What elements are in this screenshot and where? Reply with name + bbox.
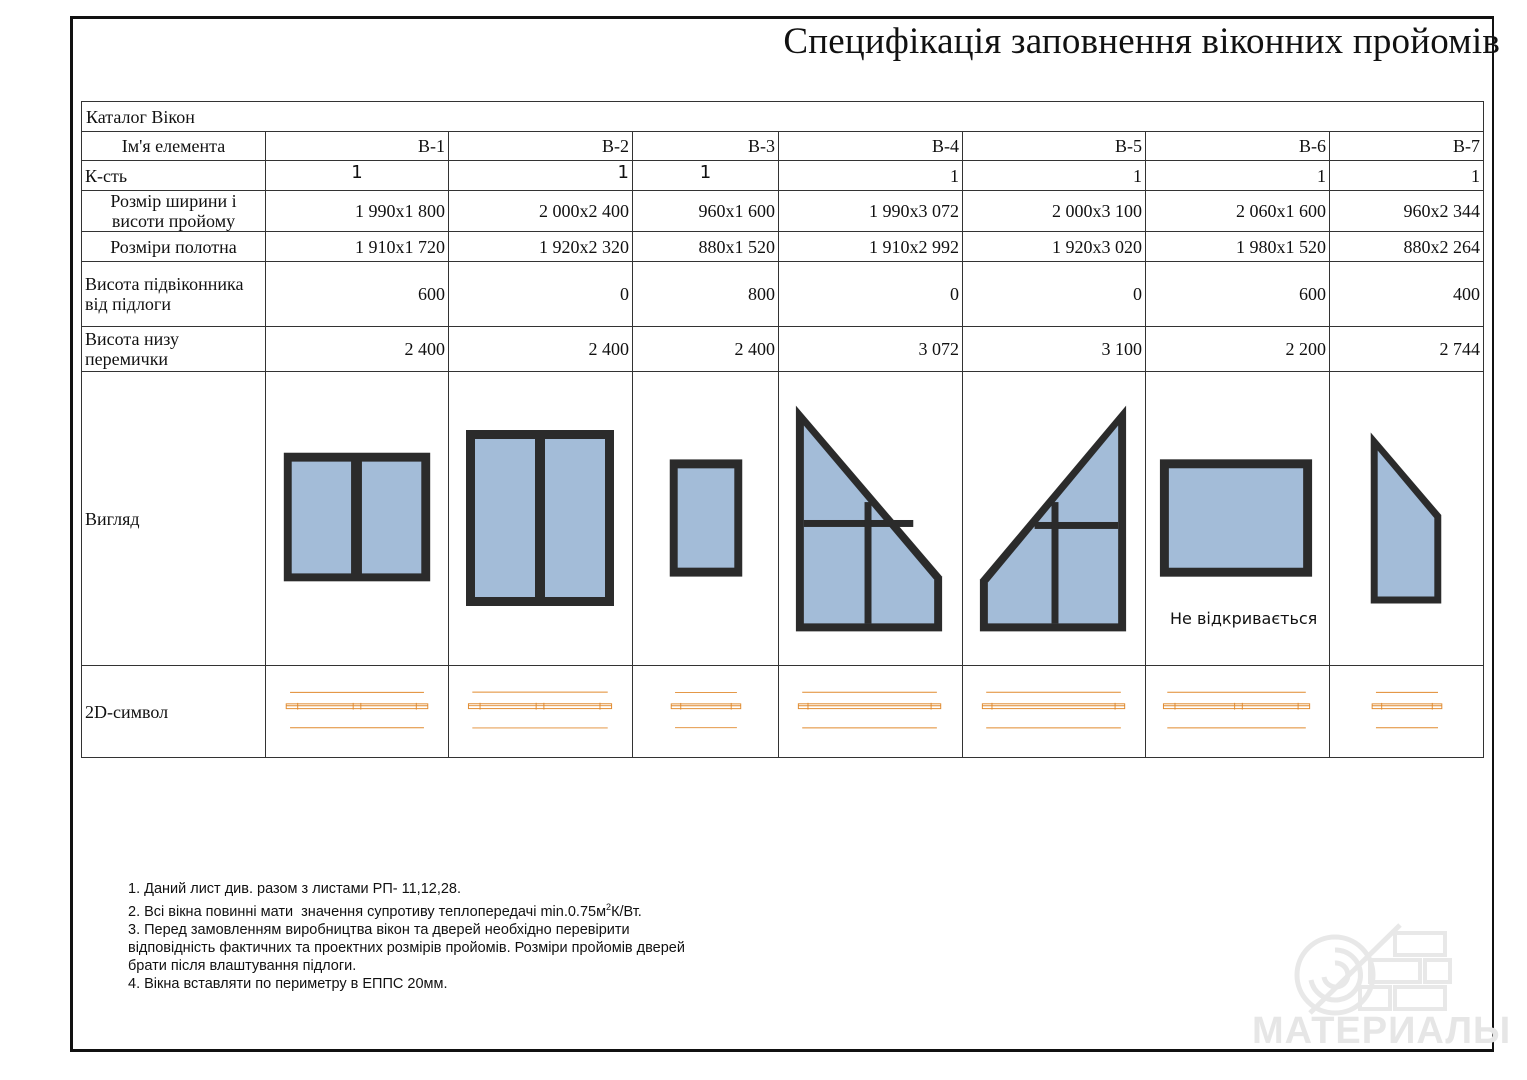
view-w7 — [1330, 372, 1484, 666]
cell-name-w6: В-6 — [1146, 132, 1330, 161]
note-line: відповідність фактичних та проектних розмірів пройомів. Розміри пройомів дверей — [128, 939, 685, 956]
window-w4-drawing — [779, 372, 962, 665]
cell-sash-w1: 1 910x1 720 — [266, 232, 449, 262]
row-qty — [82, 161, 1484, 191]
row-sash-size — [82, 232, 1484, 262]
note-line: 4. Вікна вставляти по периметру в ЕППС 20мм. — [128, 975, 448, 992]
cell-sill-w7: 400 — [1330, 262, 1484, 327]
row-label-lintel-line2: перемички — [85, 349, 169, 369]
row-label-sill-line2: від підлоги — [85, 294, 171, 314]
row-label-lintel-height — [82, 327, 266, 372]
row-label-view: Вигляд — [82, 372, 266, 666]
window-w2-drawing — [449, 372, 632, 665]
cell-sill-w5: 0 — [963, 262, 1146, 327]
row-label-opening-size-line1: Розмір ширини і — [110, 191, 237, 211]
window-w1-drawing — [266, 372, 448, 665]
window-w7-drawing — [1330, 372, 1483, 665]
cell-sash-w3: 880x1 520 — [633, 232, 779, 262]
cell-lintel-w2: 2 400 — [449, 327, 633, 372]
sheet-title: Специфікація заповнення віконних пройомів — [783, 21, 1500, 62]
row-label-lintel-line1: Висота низу — [85, 329, 179, 349]
row-name — [82, 132, 1484, 161]
cell-qty-w4: 1 — [779, 161, 963, 191]
catalog-label: Каталог Вікон — [82, 102, 1484, 132]
row-label-sill-height — [82, 262, 266, 327]
cell-sill-w2: 0 — [449, 262, 633, 327]
symbol-w4 — [779, 666, 963, 758]
w6-fixed-note: Не відкривається — [1170, 609, 1318, 628]
row-label-opening-size — [82, 191, 266, 232]
window-spec-table — [81, 101, 1484, 758]
cell-name-w7: В-7 — [1330, 132, 1484, 161]
cell-qty-w1: 1 — [266, 161, 449, 191]
cell-name-w5: В-5 — [963, 132, 1146, 161]
row-label-sash-size: Розміри полотна — [82, 232, 266, 262]
cell-opening-w3: 960x1 600 — [633, 191, 779, 232]
symbol-w7 — [1330, 666, 1484, 758]
row-opening-size — [82, 191, 1484, 232]
row-label-sill-line1: Висота підвіконника — [85, 274, 244, 294]
symbol-w2 — [449, 666, 633, 758]
view-w2 — [449, 372, 633, 666]
cell-qty-w7: 1 — [1330, 161, 1484, 191]
cell-opening-w5: 2 000x3 100 — [963, 191, 1146, 232]
cell-opening-w2: 2 000x2 400 — [449, 191, 633, 232]
row-label-symbol: 2D-символ — [82, 666, 266, 758]
symbol-w1 — [266, 666, 449, 758]
symbol-w6 — [1146, 666, 1330, 758]
cell-lintel-w1: 2 400 — [266, 327, 449, 372]
cell-name-w3: В-3 — [633, 132, 779, 161]
row-label-opening-size-line2: висоти пройому — [111, 211, 236, 231]
cell-sill-w1: 600 — [266, 262, 449, 327]
cell-sash-w2: 1 920x2 320 — [449, 232, 633, 262]
cell-name-w2: В-2 — [449, 132, 633, 161]
cell-opening-w7: 960x2 344 — [1330, 191, 1484, 232]
row-symbol — [82, 666, 1484, 758]
view-w1 — [266, 372, 449, 666]
cell-lintel-w5: 3 100 — [963, 327, 1146, 372]
symbol-w5 — [963, 666, 1146, 758]
cell-lintel-w7: 2 744 — [1330, 327, 1484, 372]
cell-name-w4: В-4 — [779, 132, 963, 161]
note-line: брати після влаштування підлоги. — [128, 957, 357, 974]
cell-opening-w4: 1 990x3 072 — [779, 191, 963, 232]
cell-opening-w1: 1 990x1 800 — [266, 191, 449, 232]
cell-qty-w2: 1 — [449, 161, 633, 191]
view-w4 — [779, 372, 963, 666]
cell-qty-w5: 1 — [963, 161, 1146, 191]
cell-sash-w5: 1 920x3 020 — [963, 232, 1146, 262]
row-label-name: Ім'я елемента — [82, 132, 266, 161]
cell-lintel-w3: 2 400 — [633, 327, 779, 372]
note-line: 1. Даний лист див. разом з листами РП- 11,12,28. — [128, 881, 462, 897]
note-line: 2. Всі вікна повинні мати значення супротиву теплопередачі $\min.0.75м^2К/Вт$. — [128, 902, 642, 920]
view-w3 — [633, 372, 779, 666]
cell-qty-w3: 1 — [633, 161, 779, 191]
cell-sash-w6: 1 980x1 520 — [1146, 232, 1330, 262]
cell-lintel-w6: 2 200 — [1146, 327, 1330, 372]
cell-sash-w4: 1 910x2 992 — [779, 232, 963, 262]
row-label-qty: К-сть — [82, 161, 266, 191]
row-lintel-height — [82, 327, 1484, 372]
row-sill-height — [82, 262, 1484, 327]
window-w5-drawing — [963, 372, 1145, 665]
cell-qty-w6: 1 — [1146, 161, 1330, 191]
watermark-text: МАТЕРИАЛЫ — [1252, 1010, 1512, 1052]
general-notes — [128, 880, 685, 993]
cell-sash-w7: 880x2 264 — [1330, 232, 1484, 262]
cell-sill-w3: 800 — [633, 262, 779, 327]
cell-lintel-w4: 3 072 — [779, 327, 963, 372]
window-w3-drawing — [633, 372, 778, 665]
symbol-w3 — [633, 666, 779, 758]
note-line: 3. Перед замовленням виробництва вікон та дверей необхідно перевірити — [128, 921, 630, 938]
cell-sill-w6: 600 — [1146, 262, 1330, 327]
cell-sill-w4: 0 — [779, 262, 963, 327]
cell-opening-w6: 2 060x1 600 — [1146, 191, 1330, 232]
view-w5 — [963, 372, 1146, 666]
cell-name-w1: В-1 — [266, 132, 449, 161]
